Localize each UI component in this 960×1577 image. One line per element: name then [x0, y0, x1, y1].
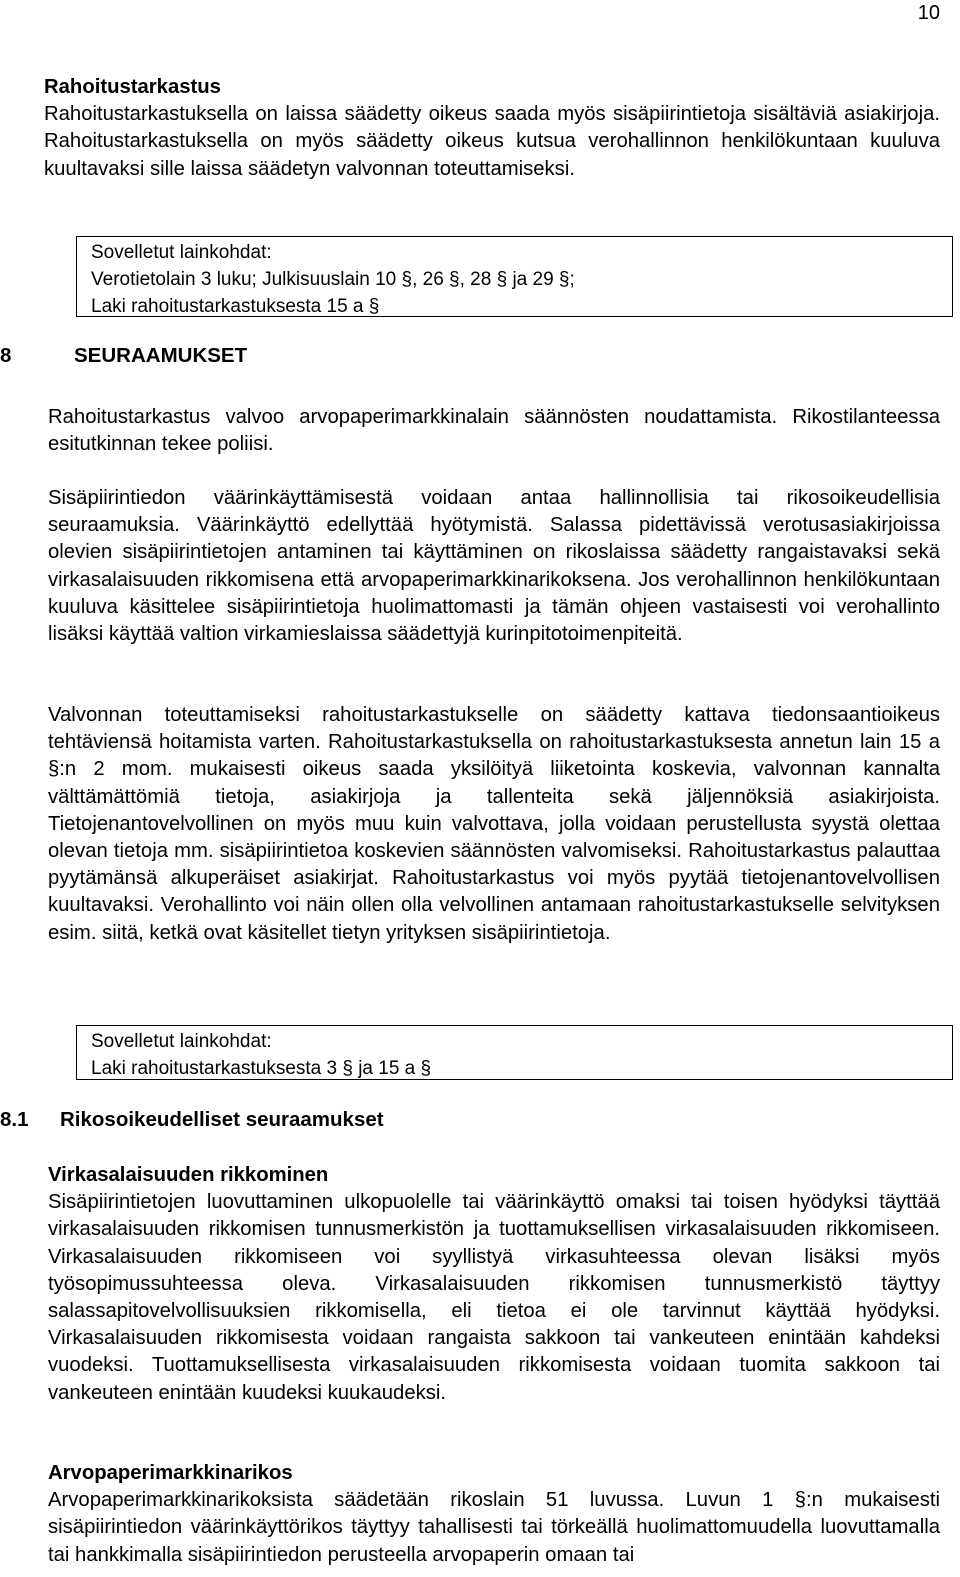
section-title: Rikosoikeudelliset seuraamukset [60, 1108, 384, 1131]
applied-law-title: Sovelletut lainkohdat: [91, 1031, 272, 1052]
section-8-paragraph-2 [48, 485, 940, 648]
applied-law-title: Sovelletut lainkohdat: [91, 242, 272, 263]
section-8-1-heading [0, 1108, 384, 1132]
rahoitustarkastus-section [44, 74, 940, 183]
arvopaperimarkkinarikos-section [48, 1460, 940, 1569]
applied-law-line: Laki rahoitustarkastuksesta 15 a § [91, 296, 380, 317]
paragraph: Rahoitustarkastus valvoo arvopaperimarkkinalain säännösten noudattamista. Rikostilanteessa esitutkinnan tekee poliisi. [48, 406, 940, 456]
applied-law-box-1 [76, 236, 953, 317]
section-title: SEURAAMUKSET [74, 344, 248, 367]
rahoitustarkastus-text: Rahoitustarkastuksella on laissa säädetty oikeus saada myös sisäpiirintietoja sisältäviä asiakirjoja. Rahoitustarkastuksella on myös säädetty oikeus kutsua verohallinnon henkilökuntaan kuuluva kuultavaksi sille laissa säädetyn valvonnan toteuttamiseksi. [44, 103, 940, 180]
page-number: 10 [917, 2, 940, 24]
section-number: 8.1 [0, 1108, 29, 1131]
paragraph: Valvonnan toteuttamiseksi rahoitustarkastukselle on säädetty kattava tiedonsaantioikeus tehtäviensä hoitamista varten. Rahoitustarkastuksella on rahoitustarkastuksesta annetun lain 15 a §:n 2 mom. mukaisesti oikeus saada yksilöityä liiketointa koskevia, valvonnan kannalta välttämättömiä tietoja, asiakirjoja ja tallenteita sekä jäljennöksiä asiakirjoista. Tietojenantovelvollinen on myös muu kuin valvottava, jolla voidaan perustellusta syystä olettaa olevan tietoja mm. sisäpiirintietoa koskevien säännösten valvomiseksi. Rahoitustarkastus palauttaa pyytämänsä alkuperäiset asiakirjat. Rahoitustarkastus voi myös pyytää tietojenantovelvollisen kuultavaksi. Verohallinto voi näin ollen olla velvollinen antamaan rahoitustarkastukselle selvityksen esim. siitä, ketkä ovat käsitellet tietyn yrityksen sisäpiirintietoja. [48, 704, 940, 944]
virkasalaisuus-section [48, 1162, 940, 1407]
section-8-paragraph-3 [48, 702, 940, 947]
applied-law-line: Laki rahoitustarkastuksesta 3 § ja 15 a § [91, 1058, 432, 1079]
virkasalaisuus-text: Sisäpiirintietojen luovuttaminen ulkopuolelle tai väärinkäyttö omaksi tai toisen hyödyksi täyttää virkasalaisuuden rikkomisen tunnusmerkistön ja tuottamuksellisen virkasalaisuuden rikkomiseen. Virkasalaisuuden rikkomiseen voi syyllistyä virkasuhteessa olevan lisäksi myös työsopimussuhteessa oleva. Virkasalaisuuden rikkomisen tunnusmerkistö täyttyy salassapitovelvollisuuksien rikkomisella, eli tietoa ei ole tarvinnut käyttää hyödyksi. Virkasalaisuuden rikkomisesta voidaan rangaista sakkoon tai vankeuteen enintään kahdeksi vuodeksi. Tuottamuksellisesta virkasalaisuuden rikkomisesta voidaan tuomita sakkoon tai vankeuteen enintään kuudeksi kuukaudeksi. [48, 1191, 940, 1404]
arvopaperimarkkinarikos-text: Arvopaperimarkkinarikoksista säädetään rikoslain 51 luvussa. Luvun 1 §:n mukaisesti sisäpiirintiedon väärinkäyttörikos täyttyy tahallisesti tai törkeällä huolimattomuudella luovuttamalla tai hankkimalla sisäpiirintiedon perusteella arvopaperin omaan tai [48, 1489, 940, 1566]
arvopaperimarkkinarikos-heading: Arvopaperimarkkinarikos [48, 1462, 293, 1484]
section-8-paragraph-1 [48, 404, 940, 458]
section-number: 8 [0, 344, 12, 367]
applied-law-line: Verotietolain 3 luku; Julkisuuslain 10 §, 26 §, 28 § ja 29 §; [91, 269, 575, 290]
section-8-heading [0, 344, 248, 368]
paragraph: Sisäpiirintiedon väärinkäyttämisestä voidaan antaa hallinnollisia tai rikosoikeudellisia seuraamuksia. Väärinkäyttö edellyttää hyötymistä. Salassa pidettävissä verotusasiakirjoissa olevien sisäpiirintietojen antaminen tai käyttäminen on rikoslaissa säädetty rangaistavaksi sekä virkasalaisuuden rikkomisena että arvopaperimarkkinarikoksena. Jos verohallinnon henkilökuntaan kuuluva käsittelee sisäpiirintietoja huolimattomasti ja tämän ohjeen vastaisesti voi verohallinto lisäksi käyttää valtion virkamieslaissa säädettyjä kurinpitotoimenpiteitä. [48, 487, 940, 646]
applied-law-box-2 [76, 1025, 953, 1080]
rahoitustarkastus-heading: Rahoitustarkastus [44, 76, 221, 98]
virkasalaisuus-heading: Virkasalaisuuden rikkominen [48, 1164, 329, 1186]
